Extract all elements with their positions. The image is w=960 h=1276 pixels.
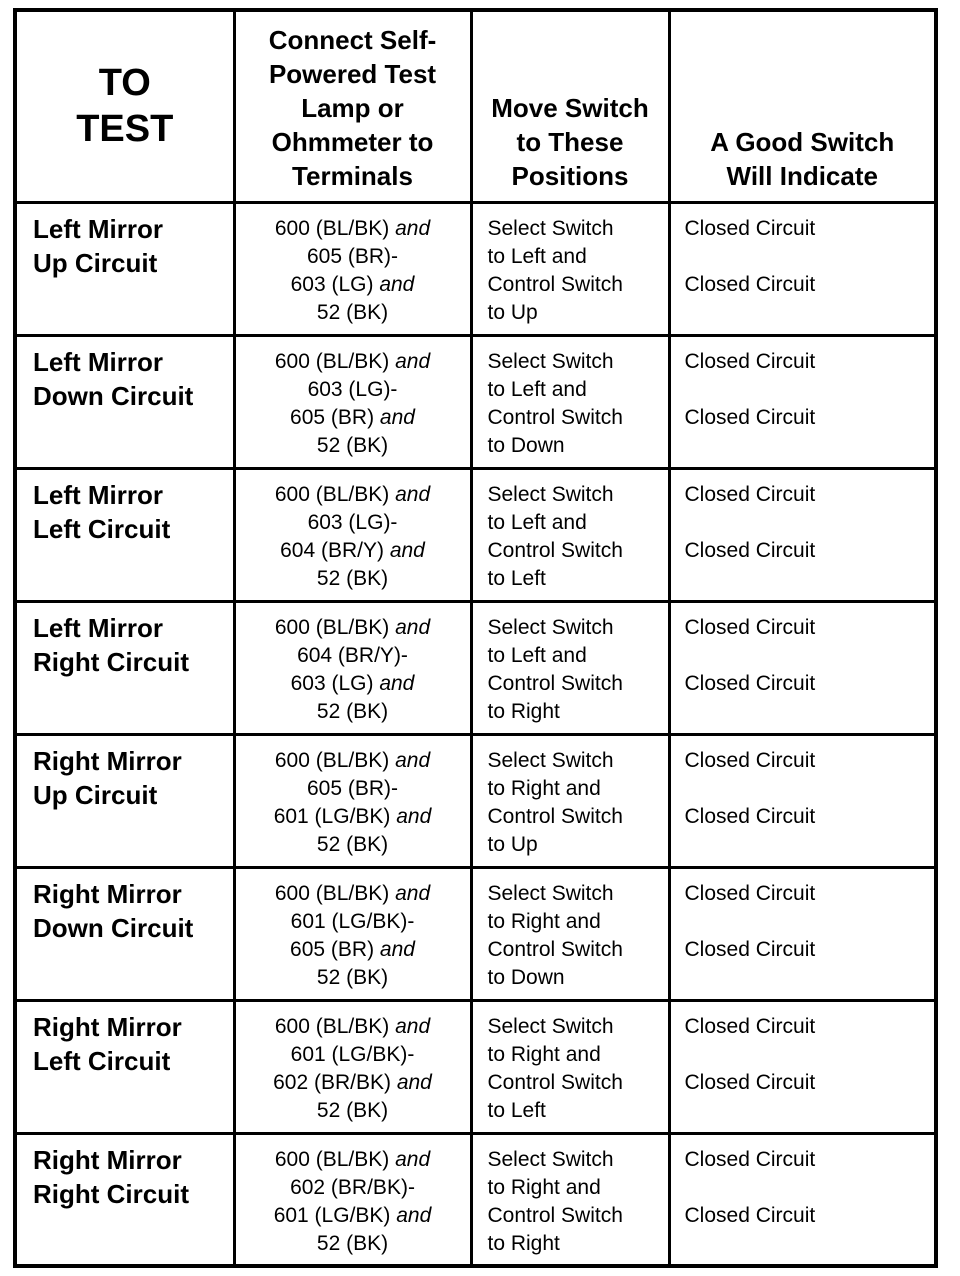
terminal-line bbox=[236, 964, 470, 992]
test-label: Up Circuit bbox=[33, 779, 158, 810]
terminal-text: 52 (BK) bbox=[316, 433, 389, 457]
terminal-line bbox=[236, 1146, 470, 1174]
terminal-line bbox=[236, 670, 470, 698]
terminal-line bbox=[236, 803, 470, 831]
test-cell bbox=[17, 867, 234, 1000]
table-row bbox=[17, 601, 934, 734]
header-to-test bbox=[17, 12, 234, 202]
indication-cell bbox=[669, 202, 934, 335]
terminal-line bbox=[236, 299, 470, 327]
test-label: Right Circuit bbox=[33, 646, 189, 677]
position-line: Control Switch bbox=[487, 671, 623, 695]
terminal-line bbox=[236, 698, 470, 726]
terminals-cell bbox=[234, 335, 471, 468]
position-line: to Left bbox=[487, 1098, 546, 1122]
test-cell bbox=[17, 1133, 234, 1266]
position-line: Control Switch bbox=[487, 272, 623, 296]
test-label: Down Circuit bbox=[33, 380, 194, 411]
terminal-conjunction: and bbox=[395, 482, 431, 506]
indication-cell bbox=[669, 335, 934, 468]
indication-cell bbox=[669, 1133, 934, 1266]
terminal-text: 600 (BL/BK) bbox=[274, 482, 396, 506]
indication-cell bbox=[669, 468, 934, 601]
test-label: Left Mirror bbox=[33, 213, 163, 244]
indication-line: Closed Circuit bbox=[684, 1203, 816, 1227]
indication-cell bbox=[669, 1000, 934, 1133]
terminal-line bbox=[236, 565, 470, 593]
position-line: Control Switch bbox=[487, 1070, 623, 1094]
positions-cell bbox=[471, 1000, 669, 1133]
positions-cell bbox=[471, 867, 669, 1000]
terminal-text: 600 (BL/BK) bbox=[274, 349, 396, 373]
terminal-line bbox=[236, 1013, 470, 1041]
terminal-conjunction: and bbox=[395, 216, 431, 240]
position-line: Control Switch bbox=[487, 937, 623, 961]
terminal-line bbox=[236, 642, 470, 670]
header-row bbox=[17, 12, 934, 202]
header-good-switch-indicates bbox=[669, 12, 934, 202]
terminal-text: 52 (BK) bbox=[316, 832, 389, 856]
switch-test-chart bbox=[13, 8, 938, 1268]
terminal-line bbox=[236, 243, 470, 271]
positions-cell bbox=[471, 202, 669, 335]
position-line: to Left and bbox=[487, 510, 587, 534]
terminal-text: 600 (BL/BK) bbox=[274, 748, 396, 772]
indication-cell bbox=[669, 867, 934, 1000]
terminal-line bbox=[236, 936, 470, 964]
indication-cell bbox=[669, 601, 934, 734]
position-line: to Left and bbox=[487, 244, 587, 268]
header-line: TEST bbox=[76, 108, 174, 151]
positions-cell bbox=[471, 1133, 669, 1266]
test-label: Right Mirror bbox=[33, 745, 182, 776]
indication-line: Closed Circuit bbox=[684, 615, 816, 639]
indication-line: Closed Circuit bbox=[684, 937, 816, 961]
test-cell bbox=[17, 601, 234, 734]
indication-line: Closed Circuit bbox=[684, 1070, 816, 1094]
terminal-text: 605 (BR)- bbox=[306, 776, 399, 800]
terminal-line bbox=[236, 537, 470, 565]
terminal-conjunction: and bbox=[395, 349, 431, 373]
terminal-line bbox=[236, 432, 470, 460]
terminal-line bbox=[236, 376, 470, 404]
terminal-line bbox=[236, 1202, 470, 1230]
position-line: to Right and bbox=[487, 909, 601, 933]
test-label: Up Circuit bbox=[33, 247, 158, 278]
terminal-line bbox=[236, 1041, 470, 1069]
terminal-conjunction: and bbox=[395, 1014, 431, 1038]
terminal-conjunction: and bbox=[395, 615, 431, 639]
position-line: Select Switch bbox=[487, 1147, 614, 1171]
terminal-line bbox=[236, 1230, 470, 1258]
table-body bbox=[17, 202, 934, 1266]
terminal-line bbox=[236, 747, 470, 775]
header-line: Connect Self- bbox=[268, 24, 437, 55]
terminal-line bbox=[236, 1069, 470, 1097]
table-row bbox=[17, 335, 934, 468]
test-label: Down Circuit bbox=[33, 912, 194, 943]
position-line: Control Switch bbox=[487, 1203, 623, 1227]
test-label: Left Circuit bbox=[33, 513, 171, 544]
terminal-text: 600 (BL/BK) bbox=[274, 1014, 396, 1038]
terminal-conjunction: and bbox=[395, 1147, 431, 1171]
terminals-cell bbox=[234, 1133, 471, 1266]
test-cell bbox=[17, 1000, 234, 1133]
terminal-conjunction: and bbox=[379, 937, 415, 961]
terminal-line bbox=[236, 404, 470, 432]
test-cell bbox=[17, 202, 234, 335]
position-line: to Down bbox=[487, 433, 565, 457]
positions-cell bbox=[471, 335, 669, 468]
terminal-line bbox=[236, 908, 470, 936]
terminal-text: 600 (BL/BK) bbox=[274, 1147, 396, 1171]
position-line: Select Switch bbox=[487, 748, 614, 772]
terminal-line bbox=[236, 831, 470, 859]
indication-line: Closed Circuit bbox=[684, 272, 816, 296]
test-label: Right Mirror bbox=[33, 1011, 182, 1042]
terminal-text: 601 (LG/BK) bbox=[273, 804, 397, 828]
terminals-cell bbox=[234, 468, 471, 601]
indication-line: Closed Circuit bbox=[684, 881, 816, 905]
test-cell bbox=[17, 468, 234, 601]
terminal-line bbox=[236, 775, 470, 803]
header-line: TO bbox=[98, 62, 151, 105]
terminal-conjunction: and bbox=[389, 538, 425, 562]
indication-line: Closed Circuit bbox=[684, 1014, 816, 1038]
indication-line: Closed Circuit bbox=[684, 538, 816, 562]
terminal-text: 600 (BL/BK) bbox=[274, 881, 396, 905]
terminal-conjunction: and bbox=[396, 1070, 432, 1094]
terminal-text: 602 (BR/BK) bbox=[273, 1070, 397, 1094]
position-line: to Right and bbox=[487, 1175, 601, 1199]
test-cell bbox=[17, 335, 234, 468]
terminal-line bbox=[236, 614, 470, 642]
terminal-line bbox=[236, 215, 470, 243]
indication-line: Closed Circuit bbox=[684, 671, 816, 695]
terminal-conjunction: and bbox=[379, 405, 415, 429]
header-line: Positions bbox=[511, 160, 629, 191]
indication-line: Closed Circuit bbox=[684, 748, 816, 772]
indication-line: Closed Circuit bbox=[684, 804, 816, 828]
position-line: to Left and bbox=[487, 643, 587, 667]
positions-cell bbox=[471, 734, 669, 867]
position-line: Control Switch bbox=[487, 804, 623, 828]
terminals-cell bbox=[234, 867, 471, 1000]
header-line: A Good Switch bbox=[710, 126, 895, 157]
indication-line: Closed Circuit bbox=[684, 482, 816, 506]
position-line: to Right and bbox=[487, 776, 601, 800]
terminal-text: 605 (BR) bbox=[290, 937, 380, 961]
terminal-conjunction: and bbox=[395, 881, 431, 905]
terminal-text: 600 (BL/BK) bbox=[274, 615, 396, 639]
table-row bbox=[17, 202, 934, 335]
terminal-conjunction: and bbox=[395, 748, 431, 772]
position-line: to Right bbox=[487, 1231, 560, 1255]
terminal-line bbox=[236, 348, 470, 376]
position-line: to Down bbox=[487, 965, 565, 989]
header-line: Ohmmeter to bbox=[271, 126, 434, 157]
header-line: Move Switch bbox=[491, 92, 649, 123]
indication-line: Closed Circuit bbox=[684, 349, 816, 373]
terminal-text: 604 (BR/Y)- bbox=[297, 643, 408, 667]
position-line: Control Switch bbox=[487, 538, 623, 562]
position-line: to Right and bbox=[487, 1042, 601, 1066]
header-line: Lamp or bbox=[301, 92, 404, 123]
header-line: Powered Test bbox=[268, 58, 437, 89]
terminal-text: 52 (BK) bbox=[316, 1231, 389, 1255]
table-row bbox=[17, 1133, 934, 1266]
terminal-text: 601 (LG/BK) bbox=[273, 1203, 397, 1227]
test-label: Left Mirror bbox=[33, 346, 163, 377]
terminal-line bbox=[236, 481, 470, 509]
terminal-text: 600 (BL/BK) bbox=[274, 216, 396, 240]
table-row bbox=[17, 867, 934, 1000]
position-line: to Left bbox=[487, 566, 546, 590]
terminal-line bbox=[236, 271, 470, 299]
test-label: Left Circuit bbox=[33, 1045, 171, 1076]
header-line: Terminals bbox=[292, 160, 413, 191]
terminal-conjunction: and bbox=[396, 1203, 432, 1227]
terminals-cell bbox=[234, 734, 471, 867]
switch-test-table bbox=[17, 12, 934, 1266]
indication-cell bbox=[669, 734, 934, 867]
indication-line: Closed Circuit bbox=[684, 216, 816, 240]
terminal-text: 52 (BK) bbox=[316, 300, 389, 324]
test-label: Right Mirror bbox=[33, 878, 182, 909]
terminal-line bbox=[236, 1097, 470, 1125]
position-line: to Up bbox=[487, 300, 538, 324]
position-line: Select Switch bbox=[487, 881, 614, 905]
test-cell bbox=[17, 734, 234, 867]
terminal-line bbox=[236, 880, 470, 908]
terminal-text: 603 (LG)- bbox=[307, 377, 398, 401]
positions-cell bbox=[471, 601, 669, 734]
table-row bbox=[17, 1000, 934, 1133]
terminal-text: 605 (BR) bbox=[290, 405, 380, 429]
terminal-text: 604 (BR/Y) bbox=[280, 538, 390, 562]
terminal-conjunction: and bbox=[379, 671, 415, 695]
terminal-text: 605 (BR)- bbox=[306, 244, 399, 268]
table-row bbox=[17, 734, 934, 867]
terminal-text: 52 (BK) bbox=[316, 965, 389, 989]
terminals-cell bbox=[234, 1000, 471, 1133]
terminal-conjunction: and bbox=[396, 804, 432, 828]
terminals-cell bbox=[234, 202, 471, 335]
terminal-line bbox=[236, 509, 470, 537]
terminal-text: 52 (BK) bbox=[316, 566, 389, 590]
terminal-text: 603 (LG)- bbox=[307, 510, 398, 534]
header-move-switch bbox=[471, 12, 669, 202]
terminal-text: 601 (LG/BK)- bbox=[290, 1042, 415, 1066]
terminal-text: 603 (LG) bbox=[290, 272, 380, 296]
terminal-text: 603 (LG) bbox=[290, 671, 380, 695]
position-line: to Up bbox=[487, 832, 538, 856]
test-label: Right Circuit bbox=[33, 1178, 189, 1209]
terminal-text: 602 (BR/BK)- bbox=[290, 1175, 415, 1199]
positions-cell bbox=[471, 468, 669, 601]
test-label: Left Mirror bbox=[33, 479, 163, 510]
position-line: Select Switch bbox=[487, 1014, 614, 1038]
position-line: Select Switch bbox=[487, 615, 614, 639]
position-line: to Right bbox=[487, 699, 560, 723]
terminal-conjunction: and bbox=[379, 272, 415, 296]
terminal-text: 601 (LG/BK)- bbox=[290, 909, 415, 933]
header-connect-terminals bbox=[234, 12, 471, 202]
table-row bbox=[17, 468, 934, 601]
position-line: Select Switch bbox=[487, 482, 614, 506]
indication-line: Closed Circuit bbox=[684, 405, 816, 429]
test-label: Left Mirror bbox=[33, 612, 163, 643]
position-line: Select Switch bbox=[487, 349, 614, 373]
terminal-line bbox=[236, 1174, 470, 1202]
terminals-cell bbox=[234, 601, 471, 734]
indication-line: Closed Circuit bbox=[684, 1147, 816, 1171]
header-line: Will Indicate bbox=[726, 160, 878, 191]
terminal-text: 52 (BK) bbox=[316, 1098, 389, 1122]
header-line: to These bbox=[516, 126, 624, 157]
test-label: Right Mirror bbox=[33, 1144, 182, 1175]
position-line: Select Switch bbox=[487, 216, 614, 240]
terminal-text: 52 (BK) bbox=[316, 699, 389, 723]
position-line: to Left and bbox=[487, 377, 587, 401]
position-line: Control Switch bbox=[487, 405, 623, 429]
